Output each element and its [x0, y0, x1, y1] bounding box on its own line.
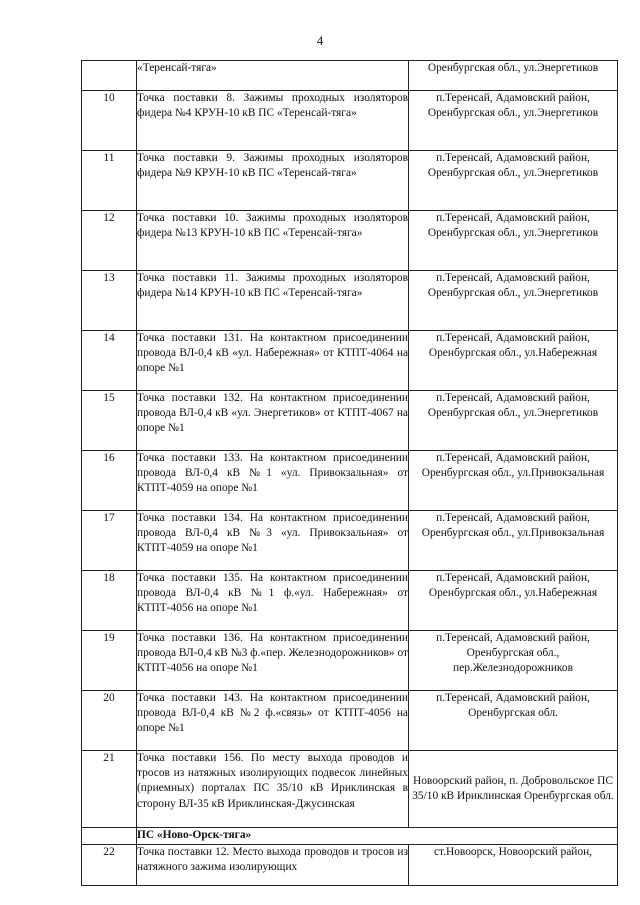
row-description: Точка поставки 131. На контактном присоединении провода ВЛ-0,4 кВ «ул. Набережная» от КТПТ-4064 на опоре №1 [137, 331, 409, 391]
row-description: Точка поставки 134. На контактном присоединении провода ВЛ-0,4 кВ №3 «ул. Привокзальная» от КТПТ-4059 на опоре №1 [137, 511, 409, 571]
row-address: ст.Новоорск, Новоорский район, [409, 845, 618, 886]
row-address: п.Теренсай, Адамовский район, Оренбургская обл., ул.Энергетиков [409, 91, 618, 151]
row-number: 16 [82, 451, 137, 511]
table-row [82, 691, 618, 751]
section-header-row [82, 828, 618, 845]
table-row [82, 751, 618, 828]
row-address: п.Теренсай, Адамовский район, Оренбургская обл., ул.Энергетиков [409, 391, 618, 451]
row-number [82, 61, 137, 91]
row-address: Новоорский район, п. Добровольское ПС 35/10 кВ Ириклинская Оренбургская обл. [409, 751, 618, 828]
row-number: 20 [82, 691, 137, 751]
row-address: п.Теренсай, Адамовский район, Оренбургская обл., ул.Привокзальная [409, 451, 618, 511]
row-address: п.Теренсай, Адамовский район, Оренбургская обл., ул.Набережная [409, 571, 618, 631]
row-description: Точка поставки 9. Зажимы проходных изоляторов фидера №9 КРУН-10 кВ ПС «Теренсай-тяга» [137, 151, 409, 211]
table-row [82, 845, 618, 886]
table-row [82, 211, 618, 271]
row-description: Точка поставки 135. На контактном присоединении провода ВЛ-0,4 кВ №1 ф.«ул. Набережная» от КТПТ-4056 на опоре №1 [137, 571, 409, 631]
row-description: Точка поставки 11. Зажимы проходных изоляторов фидера №14 КРУН-10 кВ ПС «Теренсай-тяга» [137, 271, 409, 331]
table-row [82, 331, 618, 391]
table-row [82, 451, 618, 511]
row-number: 13 [82, 271, 137, 331]
table-row [82, 571, 618, 631]
row-description: Точка поставки 136. На контактном присоединении провода ВЛ-0,4 кВ №3 ф.«пер. Железнодорожников» от КТПТ-4056 на опоре №1 [137, 631, 409, 691]
row-description: Точка поставки 133. На контактном присоединении провода ВЛ-0,4 кВ №1 «ул. Привокзальная» от КТПТ-4059 на опоре №1 [137, 451, 409, 511]
row-number: 15 [82, 391, 137, 451]
row-address: п.Теренсай, Адамовский район, Оренбургская обл., ул.Энергетиков [409, 211, 618, 271]
row-description: Точка поставки 12. Место выхода проводов и тросов из натяжного зажима изолирующих [137, 845, 409, 886]
row-description: Точка поставки 156. По месту выхода проводов и тросов из натяжных изолирующих подвесок линейных (приемных) порталах ПС 35/10 кВ Ириклинская в сторону ВЛ-35 кВ Ириклинская-Джусинская [137, 751, 409, 828]
section-title: ПС «Ново-Орск-тяга» [137, 828, 618, 845]
table-row [82, 61, 618, 91]
delivery-points-table [81, 60, 618, 886]
row-number: 14 [82, 331, 137, 391]
page-number: 4 [316, 33, 324, 48]
row-address: п.Теренсай, Адамовский район, Оренбургская обл., пер.Железнодорожников [409, 631, 618, 691]
row-address: п.Теренсай, Адамовский район, Оренбургская обл. [409, 691, 618, 751]
row-address: п.Теренсай, Адамовский район, Оренбургская обл., ул.Энергетиков [409, 271, 618, 331]
table-row [82, 511, 618, 571]
row-address: п.Теренсай, Адамовский район, Оренбургская обл., ул.Энергетиков [409, 151, 618, 211]
row-address: п.Теренсай, Адамовский район, Оренбургская обл., ул.Привокзальная [409, 511, 618, 571]
row-description: Точка поставки 8. Зажимы проходных изоляторов фидера №4 КРУН-10 кВ ПС «Теренсай-тяга» [137, 91, 409, 151]
table-row [82, 391, 618, 451]
row-number: 12 [82, 211, 137, 271]
table-row [82, 271, 618, 331]
row-number: 11 [82, 151, 137, 211]
row-address: Оренбургская обл., ул.Энергетиков [409, 61, 618, 91]
table-row [82, 151, 618, 211]
row-number: 10 [82, 91, 137, 151]
row-description: Точка поставки 10. Зажимы проходных изоляторов фидера №13 КРУН-10 кВ ПС «Теренсай-тяга» [137, 211, 409, 271]
table-row [82, 91, 618, 151]
row-description: «Теренсай-тяга» [137, 61, 409, 91]
row-number: 21 [82, 751, 137, 828]
row-description: Точка поставки 132. На контактном присоединении провода ВЛ-0,4 кВ «ул. Энергетиков» от КТПТ-4067 на опоре №1 [137, 391, 409, 451]
row-address: п.Теренсай, Адамовский район, Оренбургская обл., ул.Набережная [409, 331, 618, 391]
row-number: 18 [82, 571, 137, 631]
row-number: 17 [82, 511, 137, 571]
row-number: 19 [82, 631, 137, 691]
row-description: Точка поставки 143. На контактном присоединении провода ВЛ-0,4 кВ №2 ф.«связь» от КТПТ-4056 на опоре №1 [137, 691, 409, 751]
table-row [82, 631, 618, 691]
row-number: 22 [82, 845, 137, 886]
